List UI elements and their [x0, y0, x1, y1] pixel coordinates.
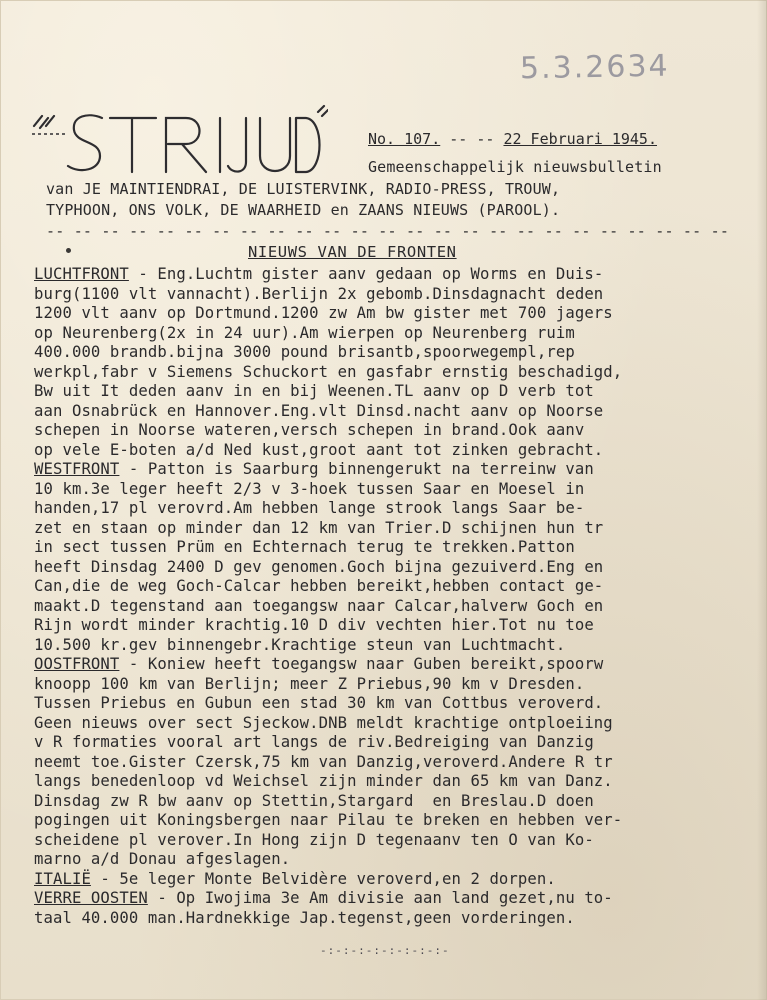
text-line: langs benedenloop vd Weichsel zijn minder dan 65 km van Danz.: [34, 772, 613, 790]
text-line: pogingen uit Koningsbergen naar Pilau te breken en hebben ver-: [34, 811, 623, 829]
issue-number: No. 107.: [368, 130, 441, 148]
subtitle-line-1: Gemeenschappelijk nieuwsbulletin: [368, 158, 662, 176]
text-line: neemt toe.Gister Czersk,75 km van Danzig,veroverd.Andere R tr: [34, 752, 613, 771]
text-line: schepen in Noorse wateren,versch schepen in brand.Ook aanv: [34, 421, 585, 439]
text-line: ITALIË - 5e leger Monte Belvidère veroverd,en 2 dorpen.: [34, 869, 556, 888]
text-line: taal 40.000 man.Hardnekkige Jap.tegenst,geen vorderingen.: [34, 908, 575, 927]
masthead-title: [74, 116, 324, 180]
subtitle-line-2: van JE MAINTIENDRAI, DE LUISTERVINK, RADIO-PRESS, TROUW,: [46, 180, 561, 198]
section-label-westfront: WESTFRONT: [34, 460, 120, 478]
text-line: werkpl,fabr v Siemens Schuckort en gasfabr ernstig beschadigd,: [34, 362, 623, 381]
text-line: 1200 vlt aanv op Dortmund.1200 zw Am bw gister met 700 jagers: [34, 304, 613, 322]
text-line: in sect tussen Prüm en Echternach terug te trekken.Patton: [34, 538, 575, 556]
subtitle-line-3: TYPHOON, ONS VOLK, DE WAARHEID en ZAANS NIEUWS (PAROOL).: [46, 201, 561, 219]
section-label-luchtfront: LUCHTFRONT: [34, 265, 129, 283]
masthead-title-block: [28, 104, 328, 184]
text-line: maakt.D tegenstand aan toegangsw naar Calcar,halverw Goch en: [34, 596, 604, 615]
text-line: marno a/d Donau afgeslagen.: [34, 850, 291, 868]
text-line: scheidene pl verover.In Hong zijn D tegenaanv ten O van Ko-: [34, 830, 594, 849]
text-line: op vele E-boten a/d Ned kust,groot aant tot zinken gebracht.: [34, 440, 604, 459]
text-line: Rijn wordt minder krachtig.10 D div vechten hier.Tot nu toe: [34, 616, 594, 634]
text-line: Dinsdag zw R bw aanv op Stettin,Stargard en Breslau.D doen: [34, 791, 594, 810]
masthead-separator: -- -- -- -- -- -- -- -- -- -- -- -- -- -- -- -- -- -- -- -- -- -- -- -- --: [46, 222, 730, 240]
text-line: Geen nieuws over sect Sjeckow.DNB meldt krachtige ontploeiing: [34, 713, 613, 732]
text-line: Bw uit It deden aanv in en bij Weenen.TL aanv op D verb tot: [34, 382, 594, 400]
footer-divider: -:-:-:-:-:-:-:-:-: [320, 944, 450, 957]
issue-line: No. 107. -- -- 22 Februari 1945.: [368, 130, 657, 148]
text-line: 400.000 brandb.bijna 3000 pound brisantb,spoorwegempl,rep: [34, 343, 575, 361]
text-line: knoopp 100 km van Berlijn; meer Z Priebus,90 km v Dresden.: [34, 674, 585, 693]
paper-edge-shadow: [757, 0, 767, 1000]
text-line: aan Osnabrück en Hannover.Eng.vlt Dinsd.nacht aanv op Noorse: [34, 401, 604, 420]
text-line: zet en staan op minder dan 12 km van Trier.D schijnen hun tr: [34, 518, 604, 537]
text-line: LUCHTFRONT - Eng.Luchtm gister aanv gedaan op Worms en Duis-: [34, 265, 604, 283]
text-line: op Neurenberg(2x in 24 uur).Am wierpen op Neurenberg ruim: [34, 323, 575, 342]
text-line: 10.500 kr.gev binnengebr.Krachtige steun van Luchtmacht.: [34, 635, 566, 654]
text-line: VERRE OOSTEN - Op Iwojima 3e Am divisie aan land gezet,nu to-: [34, 889, 613, 907]
ink-speck: [66, 248, 71, 253]
text-line: WESTFRONT - Patton is Saarburg binnengerukt na terreinw van: [34, 460, 594, 478]
section-label-italie: ITALIË: [34, 869, 91, 888]
section-label-verre-oosten: VERRE OOSTEN: [34, 889, 148, 907]
issue-date: 22 Februari 1945.: [503, 130, 657, 148]
text-line: handen,17 pl verovrd.Am hebben lange strook langs Saar be-: [34, 499, 585, 517]
archive-number: 5.3.2634: [519, 48, 670, 87]
text-line: v R formaties vooral art langs de riv.Bedreiging van Danzig: [34, 733, 594, 751]
text-line: 10 km.3e leger heeft 2/3 v 3-hoek tussen Saar en Moesel in: [34, 479, 585, 498]
article-body: [34, 265, 754, 928]
text-line: Can,die de weg Goch-Calcar hebben bereikt,hebben contact ge-: [34, 577, 604, 595]
text-line: burg(1100 vlt vannacht).Berlijn 2x gebomb.Dinsdagnacht deden: [34, 284, 604, 303]
text-line: Tussen Priebus en Gubun een stad 30 km van Cottbus veroverd.: [34, 694, 604, 712]
article-heading: NIEUWS VAN DE FRONTEN: [248, 243, 457, 261]
text-line: OOSTFRONT - Koniew heeft toegangsw naar Guben bereikt,spoorw: [34, 655, 604, 673]
section-label-oostfront: OOSTFRONT: [34, 655, 120, 673]
text-line: heeft Dinsdag 2400 D gev genomen.Goch bijna gezuiverd.Eng en: [34, 557, 604, 576]
